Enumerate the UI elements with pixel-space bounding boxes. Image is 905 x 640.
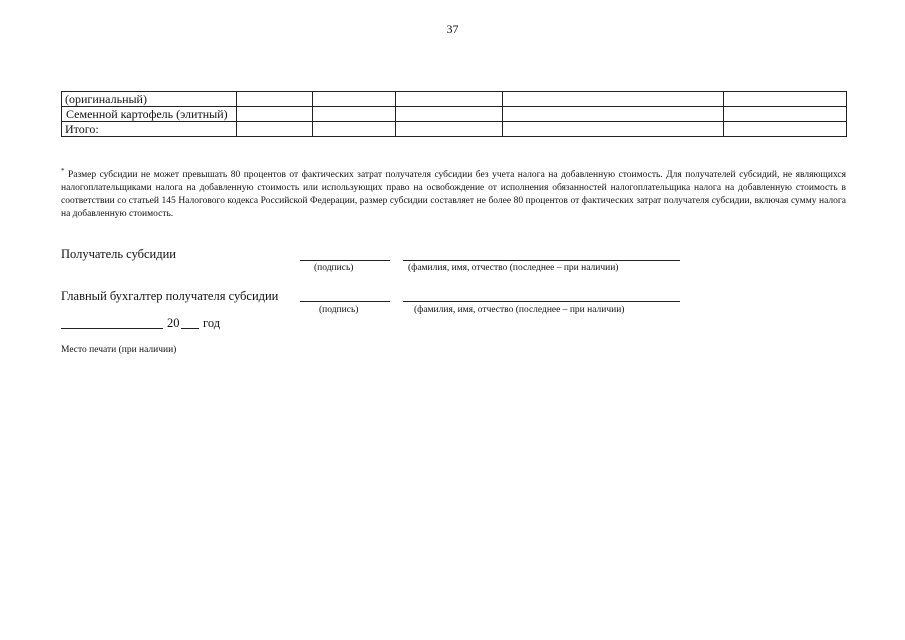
table-cell — [503, 107, 724, 122]
stamp-label: Место печати (при наличии) — [61, 345, 177, 355]
table-cell — [724, 92, 847, 107]
table-cell: (оригинальный) — [62, 92, 237, 107]
recipient-name-caption: (фамилия, имя, отчество (последнее – при наличии) — [408, 263, 619, 273]
table-cell — [503, 122, 724, 137]
table-cell — [396, 107, 503, 122]
table-cell — [313, 92, 396, 107]
accountant-name-caption: (фамилия, имя, отчество (последнее – при наличии) — [414, 305, 625, 315]
table-cell — [396, 92, 503, 107]
date-line — [61, 328, 163, 329]
footnote-text: Размер субсидии не может превышать 80 процентов от фактических затрат получателя субсидии без учета налога на добавленную стоимость. Для получателей субсидий, не являющихся налогоплательщиками налога на добавленную стоимость или использующих право на освобождение от исполнения обязанностей налогоплательщика налога на добавленную стоимость в соответствии со статьей 145 Налогового кодекса Российской Федерации, размер субсидии составляет не более 80 процентов от фактических затрат получателя субсидии, включая сумму налога на добавленную стоимость. — [61, 170, 847, 219]
recipient-signature-caption: (подпись) — [314, 263, 354, 273]
year-prefix: 20 — [167, 316, 180, 330]
table-cell: Итого: — [62, 122, 237, 137]
page-number: 37 — [446, 22, 459, 36]
recipient-signature-line — [300, 260, 390, 261]
year-line — [181, 328, 199, 329]
year-suffix: год — [203, 316, 221, 330]
accountant-label: Главный бухгалтер получателя субсидии — [61, 289, 279, 303]
table-cell: Семенной картофель (элитный) — [62, 107, 237, 122]
table-cell — [503, 92, 724, 107]
accountant-signature-line — [300, 301, 390, 302]
table-cell — [313, 122, 396, 137]
table-cell — [313, 107, 396, 122]
table-row — [62, 122, 847, 137]
recipient-label: Получатель субсидии — [61, 247, 176, 261]
recipient-name-line — [403, 260, 680, 261]
table-row — [62, 107, 847, 122]
footnote — [61, 166, 847, 221]
table-cell — [237, 92, 313, 107]
table-cell — [396, 122, 503, 137]
subsidy-table — [61, 91, 847, 137]
accountant-signature-caption: (подпись) — [319, 305, 359, 315]
table-cell — [724, 107, 847, 122]
table-cell — [724, 122, 847, 137]
table-row — [62, 92, 847, 107]
table-cell — [237, 107, 313, 122]
table-cell — [237, 122, 313, 137]
accountant-name-line — [403, 301, 680, 302]
footnote-mark: * — [61, 166, 65, 175]
